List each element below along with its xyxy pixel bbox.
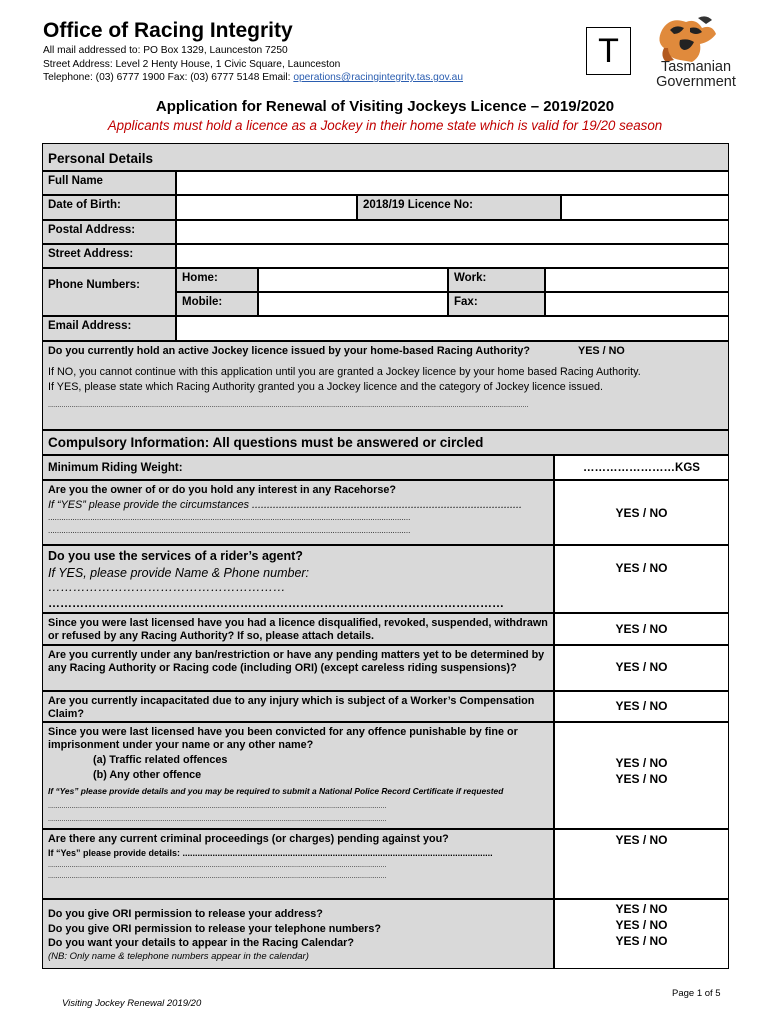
logo-line-1: Tasmanian (660, 59, 732, 75)
racehorse-question-block (42, 480, 554, 545)
dob-label: Date of Birth: (42, 195, 176, 220)
agent-fill-line[interactable]: …………………………………………………………………………………………………… (48, 596, 504, 610)
min-weight-kgs-field[interactable]: ……………………KGS (554, 455, 729, 480)
document-subtitle: Applicants must hold a licence as a Jockey in their home state which is valid for 19/20 season (107, 118, 663, 133)
agent-yes-no[interactable]: YES / NO (615, 561, 668, 575)
disqualified-answer-cell (554, 613, 729, 645)
permission-address: Do you give ORI permission to release your address? (48, 908, 323, 920)
street-address-field[interactable] (176, 244, 729, 268)
document-title: Application for Renewal of Visiting Jockeys Licence – 2019/2020 (155, 98, 615, 115)
criminal-fill-line-2[interactable]: .............................................................................................................................................................................. (48, 873, 387, 880)
conviction-fill-line-1[interactable]: .............................................................................................................................................................................. (48, 803, 387, 810)
agent-question-block (42, 545, 554, 613)
injury-answer-cell (554, 691, 729, 722)
home-phone-label: Home: (176, 268, 258, 292)
conviction-note: If “Yes” please provide details and you may be required to submit a National Police Record Certificate if requested (48, 786, 504, 796)
conviction-question: Since you were last licensed have you been convicted for any offence punishable by fine or imprisonment under your name or any other name? (48, 726, 518, 751)
footer-doc-name: Visiting Jockey Renewal 2019/20 (62, 998, 202, 1009)
authority-fill-line[interactable]: ....................................................................................................................................................................................................................................................... (48, 402, 529, 409)
conviction-other: (b) Any other offence (93, 769, 202, 781)
min-weight-label: Minimum Riding Weight: (42, 455, 554, 480)
mail-address: All mail addressed to: PO Box 1329, Launceston 7250 (43, 45, 288, 56)
org-title: Office of Racing Integrity (43, 19, 293, 42)
conviction-traffic: (a) Traffic related offences (93, 754, 228, 766)
licence-no-label: 2018/19 Licence No: (357, 195, 561, 220)
permission-phone: Do you give ORI permission to release your telephone numbers? (48, 922, 381, 935)
contact-line (43, 72, 463, 83)
conviction-answer-cell (554, 722, 729, 829)
permissions-answer-cell (554, 899, 729, 969)
full-name-label: Full Name (42, 171, 176, 195)
racehorse-fill-line-1[interactable]: ................................................................................................................................................................... (48, 513, 411, 522)
contact-phones: Telephone: (03) 6777 1900 Fax: (03) 6777 5148 Email: (43, 72, 294, 83)
conviction-traffic-yes-no[interactable]: YES / NO (615, 756, 668, 770)
permission-note: (NB: Only name & telephone numbers appear in the calendar) (48, 950, 309, 962)
agent-question: Do you use the services of a rider’s agent? (48, 549, 303, 563)
active-licence-yes-no[interactable]: YES / NO (578, 345, 625, 357)
injury-question: Are you currently incapacitated due to any injury which is subject of a Worker’s Compensation Claim? (42, 691, 554, 722)
disqualified-question: Since you were last licensed have you had a licence disqualified, revoked, suspended, withdrawn or refused by any Racing Authority? If so, please attach details. (42, 613, 554, 645)
licence-no-field[interactable] (561, 195, 729, 220)
permission-calendar: Do you want your details to appear in the Racing Calendar? (48, 937, 354, 949)
active-licence-block (42, 341, 729, 430)
postal-address-label: Postal Address: (42, 220, 176, 244)
permission-calendar-yes-no[interactable]: YES / NO (615, 934, 668, 948)
street-address-label: Street Address: (42, 244, 176, 268)
conviction-fill-line-2[interactable]: .............................................................................................................................................................................. (48, 816, 387, 823)
email-link[interactable]: operations@racingintegrity.tas.gov.au (293, 72, 463, 83)
criminal-details-prompt[interactable]: If “Yes” please provide details: ............................................................................................................................ (48, 848, 493, 858)
agent-details-prompt[interactable]: If YES, please provide Name & Phone number: ………………………………………………… (48, 566, 310, 594)
ban-yes-no[interactable]: YES / NO (615, 660, 668, 674)
racehorse-answer-cell (554, 480, 729, 545)
email-field[interactable] (176, 316, 729, 341)
full-name-field[interactable] (176, 171, 729, 195)
personal-details-heading: Personal Details (42, 143, 729, 171)
racehorse-yes-no[interactable]: YES / NO (615, 506, 668, 520)
active-licence-question: Do you currently hold an active Jockey licence issued by your home-based Racing Authority? (48, 345, 530, 357)
street-address: Street Address: Level 2 Henty House, 1 Civic Square, Launceston (43, 59, 341, 70)
email-label: Email Address: (42, 316, 176, 341)
phone-numbers-label: Phone Numbers: (42, 268, 176, 316)
work-phone-field[interactable] (545, 268, 729, 292)
agent-answer-cell (554, 545, 729, 613)
racehorse-circumstances[interactable]: If “YES” please provide the circumstances .......................................................................................... (48, 499, 523, 511)
dob-field[interactable] (176, 195, 357, 220)
logo-line-2: Government (656, 74, 736, 90)
conviction-question-block (42, 722, 554, 829)
if-yes-text: If YES, please state which Racing Authority granted you a Jockey licence and the category of Jockey licence issued. (48, 381, 603, 393)
fax-field[interactable] (545, 292, 729, 316)
fax-label: Fax: (448, 292, 545, 316)
racehorse-question: Are you the owner of or do you hold any interest in any Racehorse? (48, 484, 396, 496)
compulsory-heading: Compulsory Information: All questions must be answered or circled (42, 430, 729, 455)
mobile-field[interactable] (258, 292, 448, 316)
permission-phone-yes-no[interactable]: YES / NO (615, 918, 668, 932)
criminal-answer-cell (554, 829, 729, 899)
conviction-other-yes-no[interactable]: YES / NO (615, 772, 668, 786)
permissions-block (42, 899, 554, 969)
mobile-label: Mobile: (176, 292, 258, 316)
criminal-question-block (42, 829, 554, 899)
criminal-fill-line-1[interactable]: .............................................................................................................................................................................. (48, 862, 387, 869)
ban-question: Are you currently under any ban/restriction or have any pending matters yet to be determined by any Racing Authority or Racing code (including ORI) (except careless riding suspensions)? (42, 645, 554, 691)
form-letter-box: T (586, 27, 631, 75)
home-phone-field[interactable] (258, 268, 448, 292)
work-phone-label: Work: (448, 268, 545, 292)
logo-wordmark (646, 60, 746, 90)
ban-answer-cell (554, 645, 729, 691)
permission-address-yes-no[interactable]: YES / NO (615, 902, 668, 916)
criminal-yes-no[interactable]: YES / NO (615, 833, 668, 847)
if-no-text: If NO, you cannot continue with this application until you are granted a Jockey licence by your home based Racing Authority. (48, 366, 641, 378)
postal-address-field[interactable] (176, 220, 729, 244)
injury-yes-no[interactable]: YES / NO (615, 699, 668, 713)
disqualified-yes-no[interactable]: YES / NO (615, 622, 668, 636)
page-number: Page 1 of 5 (672, 988, 721, 999)
racehorse-fill-line-2[interactable]: ................................................................................................................................................................... (48, 526, 411, 535)
criminal-question: Are there any current criminal proceedings (or charges) pending against you? (48, 833, 449, 845)
